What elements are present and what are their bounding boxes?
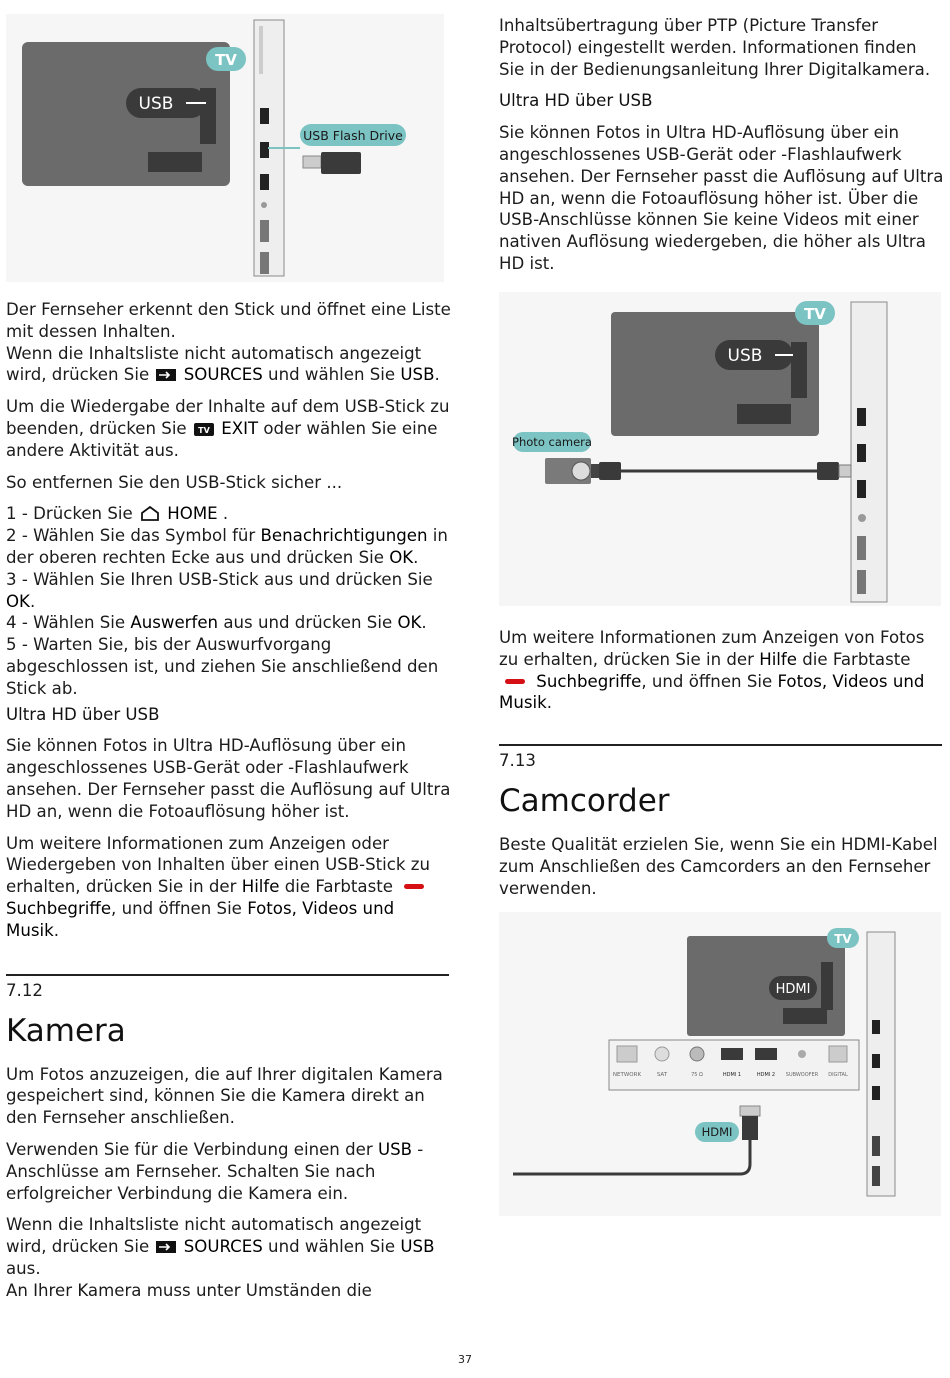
paragraph-camera-ptp: An Ihrer Kamera muss unter Umständen die <box>6 1280 372 1300</box>
keywords-keyword: Suchbegriffe <box>6 898 112 918</box>
text: , und öffnen Sie <box>641 671 773 691</box>
help-keyword: Hilfe <box>759 649 797 669</box>
page-number: 37 <box>458 1353 472 1366</box>
text: 2 - Wählen Sie das Symbol für <box>6 526 256 546</box>
usb-label: USB <box>727 346 763 366</box>
figure-camcorder-hdmi <box>499 912 941 1216</box>
step-3 <box>6 569 452 613</box>
paragraph-camera-intro: Um Fotos anzuzeigen, die auf Ihrer digitalen Kamera gespeichert sind, können Sie die Kamera direkt an den Fernseher anschließen. <box>6 1064 443 1128</box>
photos-videos-music-keyword: Fotos, Videos und Musik <box>499 671 925 713</box>
section-title: Camcorder <box>499 783 670 820</box>
step-4 <box>6 612 452 634</box>
sources-icon <box>156 368 176 382</box>
left-column <box>6 299 452 1301</box>
paragraph-detect: Der Fernseher erkennt den Stick und öffnet eine Liste mit dessen Inhalten. <box>6 300 451 341</box>
usb-keyword: USB <box>400 365 435 385</box>
device-label: Photo camera <box>512 435 592 449</box>
tv-side-panel <box>851 302 887 602</box>
paragraph-ultra-hd: Sie können Fotos in Ultra HD-Auflösung über ein angeschlossenes USB-Gerät oder -Flashlaufwerk ansehen. Der Fernseher passt die Auflösung auf Ultra HD an, wenn die Fotoauflösung höher ist. Über die USB-Anschlüsse können Sie keine Videos mit einer nativen Auflösung wiedergeben, die höher als Ultra HD ist. <box>499 123 944 273</box>
hdmi-label: HDMI <box>775 982 811 997</box>
usb-keyword: USB <box>400 1237 435 1257</box>
text: aus und drücken Sie <box>218 613 393 633</box>
text: Wenn die Inhaltsliste nicht automatisch angezeigt wird, drücken Sie <box>6 343 422 385</box>
text: 3 - Wählen Sie Ihren USB-Stick aus und drücken Sie <box>6 569 433 589</box>
text: Verwenden Sie für die Verbindung einen der <box>6 1139 373 1159</box>
paragraph-camcorder: Beste Qualität erzielen Sie, wenn Sie ein HDMI-Kabel zum Anschließen des Camcorders an den Fernseher verwenden. <box>499 835 938 898</box>
section-divider <box>499 744 942 746</box>
tv-rear-panel <box>609 1040 859 1090</box>
text: Wenn die Inhaltsliste nicht automatisch angezeigt wird, drücken Sie <box>6 1215 422 1257</box>
step-5: 5 - Warten Sie, bis der Auswurfvorgang abgeschlossen ist, und ziehen Sie anschließend den Stick ab. <box>6 635 439 698</box>
tv-badge-label: TV <box>834 932 852 946</box>
paragraph-camera-sources <box>6 1214 452 1279</box>
text: . <box>29 591 36 611</box>
text: . <box>434 365 440 385</box>
exit-keyword: EXIT <box>221 418 259 438</box>
sources-keyword: SOURCES <box>183 365 263 385</box>
text: 1 - Drücken Sie <box>6 504 133 524</box>
svg-text:SUBWOOFER: SUBWOOFER <box>785 1072 819 1078</box>
text: und wählen Sie <box>262 1237 396 1257</box>
tv-side-panel <box>867 932 895 1196</box>
usb-keyword: USB <box>377 1139 413 1159</box>
paragraph-ptp: Inhaltsübertragung über PTP (Picture Transfer Protocol) eingestellt werden. Informationen finden Sie in der Bedienungsanleitung Ihrer Digitalkamera. <box>499 16 931 79</box>
ok-keyword: OK <box>389 547 414 567</box>
svg-text:HDMI 2: HDMI 2 <box>756 1072 776 1078</box>
text: aus. <box>6 1258 41 1278</box>
text: . <box>413 547 419 567</box>
text: Um weitere Informationen zum Anzeigen oder Wiedergeben von Inhalten über einen USB-Stick zu erhalten, drücken Sie in der <box>6 833 431 897</box>
text: und wählen Sie <box>262 365 396 385</box>
photos-videos-music-keyword: Fotos, Videos und Musik <box>6 898 395 940</box>
paragraph-ultra-hd: Sie können Fotos in Ultra HD-Auflösung über ein angeschlossenes USB-Gerät oder -Flashlaufwerk ansehen. Der Fernseher passt die Auflösung auf Ultra HD an, wenn die Fotoauflösung höher ist. <box>6 736 451 821</box>
tv-badge-label: TV <box>215 51 237 69</box>
text: in der oberen rechten Ecke aus und drücken Sie <box>6 526 448 567</box>
section-number: 7.13 <box>499 751 536 771</box>
hdmi-cable <box>513 1140 750 1174</box>
text: . <box>421 613 427 633</box>
svg-text:HDMI 1: HDMI 1 <box>722 1072 742 1078</box>
text: die Farbtaste <box>279 877 393 897</box>
ok-keyword: OK <box>6 591 30 611</box>
paragraph-sources <box>6 343 452 387</box>
section-title: Kamera <box>6 1012 126 1049</box>
home-keyword: HOME <box>167 504 218 524</box>
svg-text:NETWORK: NETWORK <box>612 1072 642 1078</box>
step-1 <box>6 503 452 525</box>
paragraph-remove-safely: So entfernen Sie den USB-Stick sicher ... <box>6 472 343 492</box>
notifications-keyword: Benachrichtigungen <box>260 526 428 546</box>
svg-text:75 Ω: 75 Ω <box>691 1072 703 1078</box>
sources-keyword: SOURCES <box>183 1237 263 1257</box>
text: Um weitere Informationen zum Anzeigen von Fotos zu erhalten, drücken Sie in der <box>499 628 925 669</box>
svg-text:DIGITAL: DIGITAL <box>828 1072 848 1078</box>
figure-photo-camera <box>499 292 941 606</box>
tv-badge-label: TV <box>804 305 826 323</box>
eject-keyword: Auswerfen <box>130 613 219 633</box>
text: -Anschlüsse am Fernseher. Schalten Sie nach erfolgreicher Verbindung die Kamera ein. <box>6 1139 424 1203</box>
text: . <box>546 693 552 713</box>
usb-label: USB <box>138 94 174 114</box>
subheading-ultra-hd: Ultra HD über USB <box>6 704 160 724</box>
svg-text:SAT: SAT <box>656 1072 668 1078</box>
home-icon <box>140 506 160 521</box>
hdmi-plug <box>742 1116 758 1140</box>
text: die Farbtaste <box>796 649 911 669</box>
figure-usb-flash-drive <box>6 14 444 282</box>
sources-icon <box>156 1240 176 1254</box>
text: Um die Wiedergabe der Inhalte auf dem USB-Stick zu beenden, drücken Sie <box>6 397 450 438</box>
section-divider <box>6 974 449 976</box>
right-column-bottom <box>499 627 945 910</box>
text: . <box>217 504 229 524</box>
text: . <box>53 920 59 940</box>
text: , und öffnen Sie <box>111 898 242 918</box>
device-label: USB Flash Drive <box>303 128 403 143</box>
ok-keyword: OK <box>397 613 422 633</box>
svg-text:TV: TV <box>198 425 210 435</box>
subheading-ultra-hd: Ultra HD über USB <box>499 91 653 111</box>
step-2 <box>6 525 452 569</box>
text: oder wählen Sie eine andere Aktivität aus. <box>6 418 438 460</box>
section-number: 7.12 <box>6 980 43 1000</box>
red-color-key-icon <box>505 679 525 684</box>
paragraph-more-info-photos <box>499 627 945 714</box>
paragraph-camera-usb <box>6 1139 452 1204</box>
right-column-top <box>499 15 945 285</box>
cable-label: HDMI <box>701 1125 733 1139</box>
help-keyword: Hilfe <box>241 877 280 897</box>
keywords-keyword: Suchbegriffe <box>536 671 642 691</box>
paragraph-more-info <box>6 833 452 942</box>
tv-icon <box>194 423 214 436</box>
paragraph-exit <box>6 396 452 461</box>
red-color-key-icon <box>404 884 424 889</box>
text: 4 - Wählen Sie <box>6 613 126 633</box>
usb-flash-drive <box>321 152 361 174</box>
